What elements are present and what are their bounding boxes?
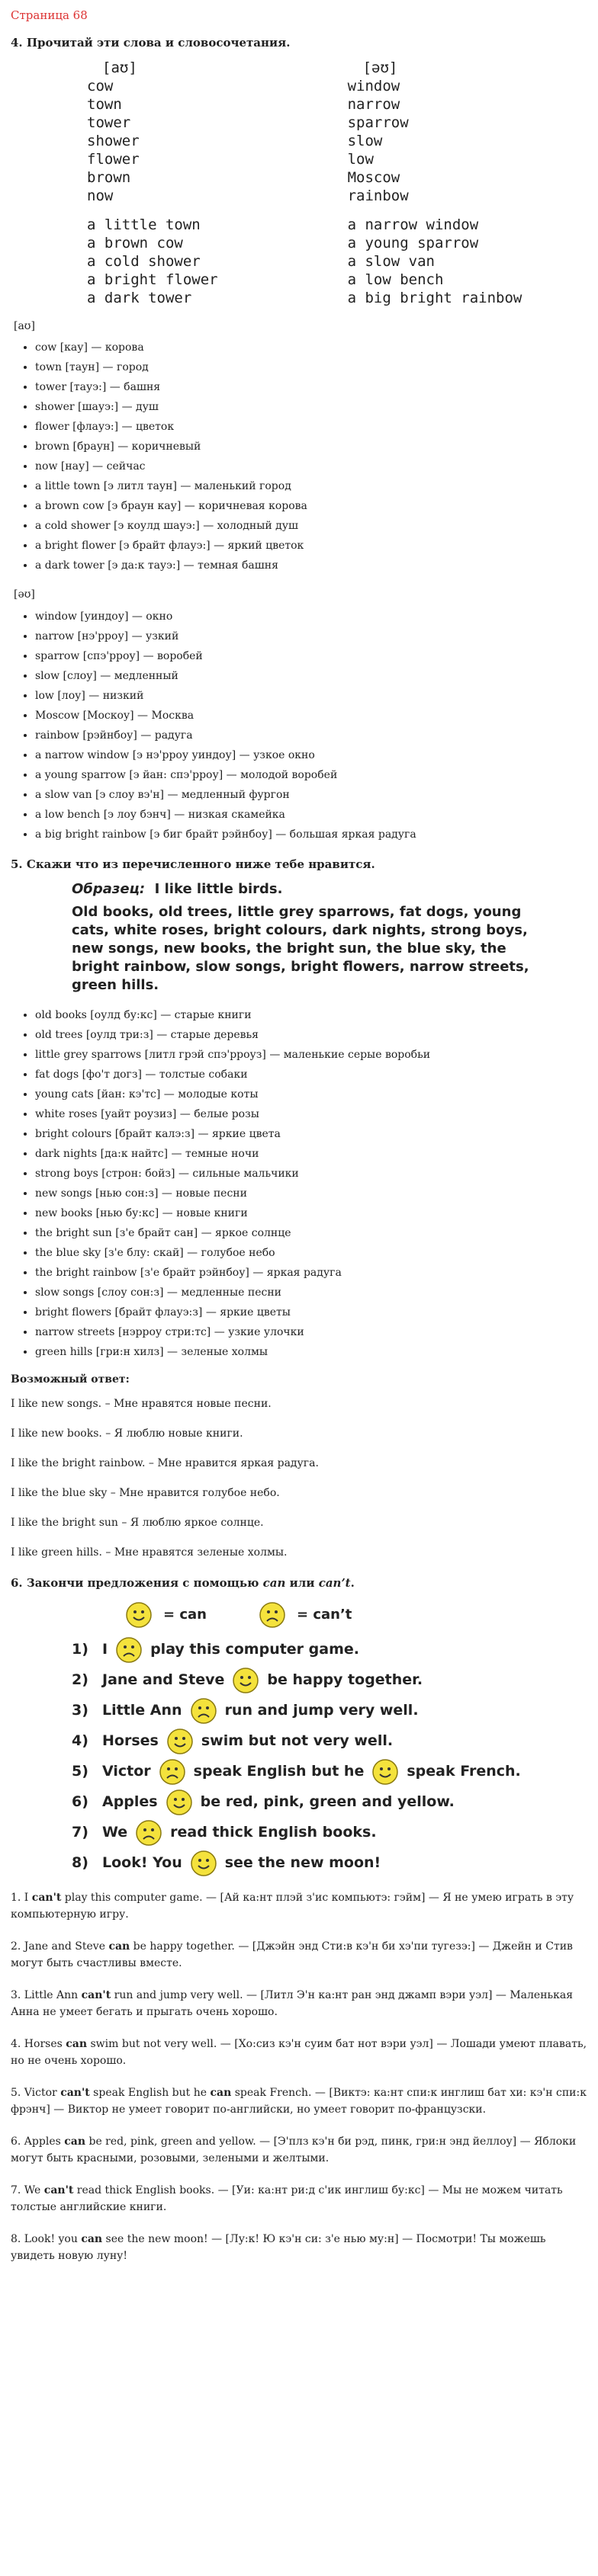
task5-title: 5. Скажи что из перечисленного ниже тебе нравится. [11, 857, 375, 872]
phrase-item: a young sparrow [347, 234, 479, 252]
phrase-item: a brown cow [87, 234, 183, 252]
answer-list [11, 1397, 587, 1559]
solution-text: speak French. — [Виктэ: ка:нт спи:к инглиш бат хи: кэ'н спи:к фрэнч] — Виктор не умеет говорит по-английски, но умеет говорит по-французски. [11, 2087, 587, 2116]
solution-text: run and jump very well. — [Литл Э'н ка:нт ран энд джамп вэри уэл] — Маленькая Анна не умеет бегать и прыгать очень хорошо. [11, 1989, 574, 2019]
list-item: • sparrow [спэ'рроу] — воробей [35, 646, 587, 666]
exercise-text: Look! You [102, 1854, 182, 1872]
list-item: • the bright rainbow [з'е брайт рэйнбоу] — яркая радуга [35, 1263, 587, 1283]
exercise-text: be red, pink, green and yellow. [200, 1793, 455, 1811]
task4-word-table [87, 59, 587, 307]
list-item: • town [таун] — город [35, 357, 587, 377]
phrase-item: a big bright rainbow [347, 289, 522, 306]
list-item: • little grey sparrows [литл грэй спэ'рроуз] — маленькие серые воробьи [35, 1045, 587, 1065]
task4-title: 4. Прочитай эти слова и словосочетания. [11, 36, 291, 50]
solution-text: be happy together. — [Джэйн энд Сти:в кэ'н би хэ'пи тугезэ:] — Джейн и Стив могут быть счастливы вместе. [11, 1940, 573, 1970]
model-label: Образец: [72, 880, 146, 897]
happy-face-icon [125, 1601, 153, 1629]
word-item: narrow [347, 95, 400, 113]
answer-line: I like new books. – Я люблю новые книги. [11, 1427, 243, 1440]
list-ou-label: [əʊ] [14, 588, 35, 601]
list-item: • a slow van [э слоу вэ'н] — медленный фургон [35, 785, 587, 805]
list-item: • slow songs [слоу сон:з] — медленные песни [35, 1283, 587, 1302]
modal-verb: can [81, 2233, 103, 2246]
happy-face-icon [166, 1728, 194, 1755]
exercise-text: run and jump very well. [224, 1702, 419, 1719]
solution-line [11, 2036, 587, 2069]
answer-line: I like green hills. – Мне нравятся зеленые холмы. [11, 1546, 288, 1559]
legend-cant: = can’t [296, 1606, 352, 1623]
word-item: low [347, 150, 374, 168]
column-ou [348, 59, 522, 307]
exercise-text: Horses [102, 1732, 159, 1750]
answer-line: I like the bright rainbow. – Мне нравится яркая радуга. [11, 1457, 319, 1470]
solution-text: 7. We [11, 2184, 44, 2197]
solution-text: play this computer game. — [Ай ка:нт плэй з'ис компьютэ: гэйм] — Я не умею играть в эту компьютерную игру. [11, 1892, 574, 1921]
list-item: • low [лоу] — низкий [35, 686, 587, 706]
list-item: • tower [тауэ:] — башня [35, 377, 587, 397]
face-legend [125, 1601, 587, 1629]
phrase-list [348, 216, 522, 307]
exercise-row [72, 1787, 587, 1818]
answer-line: I like the bright sun – Я люблю яркое солнце. [11, 1516, 264, 1529]
list-item: • green hills [гри:н хилз] — зеленые холмы [35, 1342, 587, 1362]
phrase-item: a dark tower [87, 289, 192, 306]
phrase-item: a little town [87, 216, 201, 233]
word-item: slow [347, 132, 383, 149]
word-item: sparrow [347, 114, 409, 131]
word-item: shower [87, 132, 140, 149]
modal-verb: can [66, 2038, 88, 2051]
list-item: • new songs [нью сон:з] — новые песни [35, 1184, 587, 1203]
list-item: • cow [кау] — корова [35, 338, 587, 357]
list-item: • flower [флауэ:] — цветок [35, 417, 587, 437]
happy-face-icon [190, 1850, 217, 1877]
exercise-text: I [102, 1641, 108, 1658]
phrase-item: a narrow window [347, 216, 479, 233]
exercise-row [72, 1665, 587, 1696]
exercise-number: 4) [72, 1732, 88, 1750]
solution-line [11, 2231, 587, 2264]
legend-can: = can [163, 1606, 207, 1623]
word-item: flower [87, 150, 140, 168]
solution-text: 1. I [11, 1892, 32, 1905]
list-item: • a brown cow [э браун кау] — коричневая корова [35, 496, 587, 516]
happy-face-icon [232, 1667, 259, 1694]
modal-verb: can [64, 2135, 86, 2148]
solution-text: be red, pink, green and yellow. — [Э'плз кэ'н би рэд, пинк, гри:н энд йеллоу] — Яблоки могут быть красными, розовыми, зелеными и желтыми. [11, 2135, 577, 2165]
translation-list-au [14, 338, 587, 575]
word-item: rainbow [347, 187, 409, 204]
modal-verb: can [210, 2087, 232, 2100]
model-block [72, 880, 529, 995]
list-item: • narrow streets [нэрроу стри:тс] — узкие улочки [35, 1322, 587, 1342]
list-item: • fat dogs [фо'т догз] — толстые собаки [35, 1065, 587, 1085]
list-item: • old trees [оулд три:з] — старые деревья [35, 1025, 587, 1045]
happy-face-icon [166, 1789, 193, 1816]
exercise-sentences [72, 1635, 587, 1879]
exercise-number: 1) [72, 1641, 88, 1658]
sad-face-icon [190, 1697, 217, 1725]
model-body: Old books, old trees, little grey sparrows, fat dogs, young cats, white roses, bright colours, dark nights, strong boys, new songs, new books, the bright sun, the blue sky, the bright rainbow, slow songs, bright flowers, narrow streets, green hills. [72, 903, 529, 993]
sad-face-icon [115, 1636, 143, 1664]
solution-line [11, 1889, 587, 1923]
list-item: • bright colours [брайт калэ:з] — яркие цвета [35, 1124, 587, 1144]
list-item: • strong boys [строн: бойз] — сильные мальчики [35, 1164, 587, 1184]
exercise-text: speak French. [407, 1763, 521, 1780]
exercise-text: swim but not very well. [201, 1732, 394, 1750]
solution-line [11, 2182, 587, 2216]
phonetic-label: [əʊ] [362, 59, 398, 76]
solution-text: 4. Horses [11, 2038, 66, 2051]
exercise-number: 6) [72, 1793, 88, 1811]
phrase-item: a bright flower [87, 271, 218, 288]
exercise-text: We [102, 1824, 128, 1841]
exercise-number: 5) [72, 1763, 88, 1780]
phrase-item: a low bench [347, 271, 444, 288]
list-item: • the blue sky [з'е блу: скай] — голубое небо [35, 1243, 587, 1263]
exercise-row [72, 1818, 587, 1848]
solution-text: 5. Victor [11, 2087, 61, 2100]
list-item: • a cold shower [э коулд шауэ:] — холодный душ [35, 516, 587, 536]
word-item: tower [87, 114, 131, 131]
word-item: Moscow [347, 168, 400, 186]
translation-list-ou [14, 607, 587, 844]
modal-verb: can't [60, 2087, 90, 2100]
happy-face-icon [371, 1758, 399, 1786]
solution-line [11, 2133, 587, 2167]
list-item: • bright flowers [брайт флауэ:з] — яркие цветы [35, 1302, 587, 1322]
column-au [87, 59, 218, 307]
word-item: window [347, 77, 400, 95]
list-item: • a low bench [э лоу бэнч] — низкая скамейка [35, 805, 587, 825]
sad-face-icon [259, 1601, 286, 1629]
list-item: • a narrow window [э нэ'рроу уиндоу] — узкое окно [35, 745, 587, 765]
list-item: • the bright sun [з'е брайт сан] — яркое солнце [35, 1223, 587, 1243]
phonetic-label: [aʊ] [102, 59, 137, 76]
modal-verb: can't [81, 1989, 111, 2002]
sad-face-icon [159, 1758, 186, 1786]
solution-text: speak English but he [89, 2087, 211, 2100]
exercise-text: Apples [102, 1793, 158, 1811]
exercise-row [72, 1757, 587, 1787]
exercise-text: speak English but he [193, 1763, 365, 1780]
list-item: • shower [шауэ:] — душ [35, 397, 587, 417]
answer-line: I like the blue sky – Мне нравится голубое небо. [11, 1487, 280, 1500]
word-list [348, 77, 522, 205]
exercise-row [72, 1635, 587, 1665]
list-item: • a little town [э литл таун] — маленький город [35, 476, 587, 496]
answer-line: I like new songs. – Мне нравятся новые песни. [11, 1398, 272, 1411]
solution-text: 3. Little Ann [11, 1989, 82, 2002]
list-item: • a young sparrow [э йан: спэ'рроу] — молодой воробей [35, 765, 587, 785]
exercise-text: be happy together. [267, 1671, 423, 1689]
answer-title: Возможный ответ: [11, 1373, 130, 1386]
word-item: brown [87, 168, 131, 186]
list-item: • a bright flower [э брайт флауэ:] — яркий цветок [35, 536, 587, 556]
word-list [87, 77, 218, 205]
exercise-number: 7) [72, 1824, 88, 1841]
list-item: • young cats [йан: кэ'тс] — молодые коты [35, 1085, 587, 1104]
solution-text: swim but not very well. — [Хо:сиз кэ'н суим бат нот вэри уэл] — Лошади умеют плавать, но не очень хорошо. [11, 2038, 587, 2068]
word-item: now [87, 187, 114, 204]
list-item: • a big bright rainbow [э биг брайт рэйнбоу] — большая яркая радуга [35, 825, 587, 844]
exercise-number: 2) [72, 1671, 88, 1689]
phrase-item: a slow van [347, 252, 435, 270]
list-item: • Moscow [Москоу] — Москва [35, 706, 587, 726]
modal-verb: can't [31, 1892, 62, 1905]
exercise-text: Jane and Steve [102, 1671, 225, 1689]
solution-text: 6. Apples [11, 2135, 65, 2148]
sad-face-icon [135, 1819, 162, 1847]
list-item: • white roses [уайт роузиз] — белые розы [35, 1104, 587, 1124]
exercise-row [72, 1696, 587, 1726]
model-sentence: I like little birds. [154, 880, 283, 897]
list-au-label: [aʊ] [14, 319, 35, 332]
list-item: • now [нау] — сейчас [35, 457, 587, 476]
exercise-number: 8) [72, 1854, 88, 1872]
exercise-text: see the new moon! [224, 1854, 381, 1872]
exercise-text: Victor [102, 1763, 151, 1780]
list-item: • old books [оулд бу:кс] — старые книги [35, 1005, 587, 1025]
list-item: • a dark tower [э да:к тауэ:] — темная башня [35, 556, 587, 575]
solution-text: see the new moon! — [Лу:к! Ю кэ'н си: з'е нью му:н] — Посмотри! Ты можешь увидеть новую луну! [11, 2233, 546, 2263]
exercise-number: 3) [72, 1702, 88, 1719]
phrase-list [87, 216, 218, 307]
phrase-item: a cold shower [87, 252, 201, 270]
solution-text: read thick English books. — [Уи: ка:нт ри:д с'ик инглиш бу:кс] — Мы не можем читать толстые английские книги. [11, 2184, 563, 2214]
list-item: • dark nights [да:к найтс] — темные ночи [35, 1144, 587, 1164]
modal-verb: can't [43, 2184, 74, 2197]
list-item: • rainbow [рэйнбоу] — радуга [35, 726, 587, 745]
task6-title: 6. Закончи предложения с помощью can или can’t. [11, 1575, 355, 1590]
solution-list [11, 1889, 587, 2264]
modal-verb: can [108, 1940, 130, 1953]
exercise-text: read thick English books. [170, 1824, 377, 1841]
page-label: Страница 68 [11, 8, 88, 22]
translation-list-task5 [14, 1005, 587, 1362]
exercise-row [72, 1848, 587, 1879]
list-item: • window [уиндоу] — окно [35, 607, 587, 626]
solution-line [11, 1938, 587, 1972]
list-item: • brown [браун] — коричневый [35, 437, 587, 457]
exercise-text: Little Ann [102, 1702, 182, 1719]
list-item: • narrow [нэ'рроу] — узкий [35, 626, 587, 646]
exercise-text: play this computer game. [150, 1641, 359, 1658]
word-item: cow [87, 77, 114, 95]
exercise-row [72, 1726, 587, 1757]
word-item: town [87, 95, 122, 113]
solution-line [11, 1987, 587, 2020]
list-item: • new books [нью бу:кс] — новые книги [35, 1203, 587, 1223]
solution-line [11, 2084, 587, 2118]
solution-text: 2. Jane and Steve [11, 1940, 109, 1953]
solution-text: 8. Look! you [11, 2233, 82, 2246]
list-item: • slow [слоу] — медленный [35, 666, 587, 686]
